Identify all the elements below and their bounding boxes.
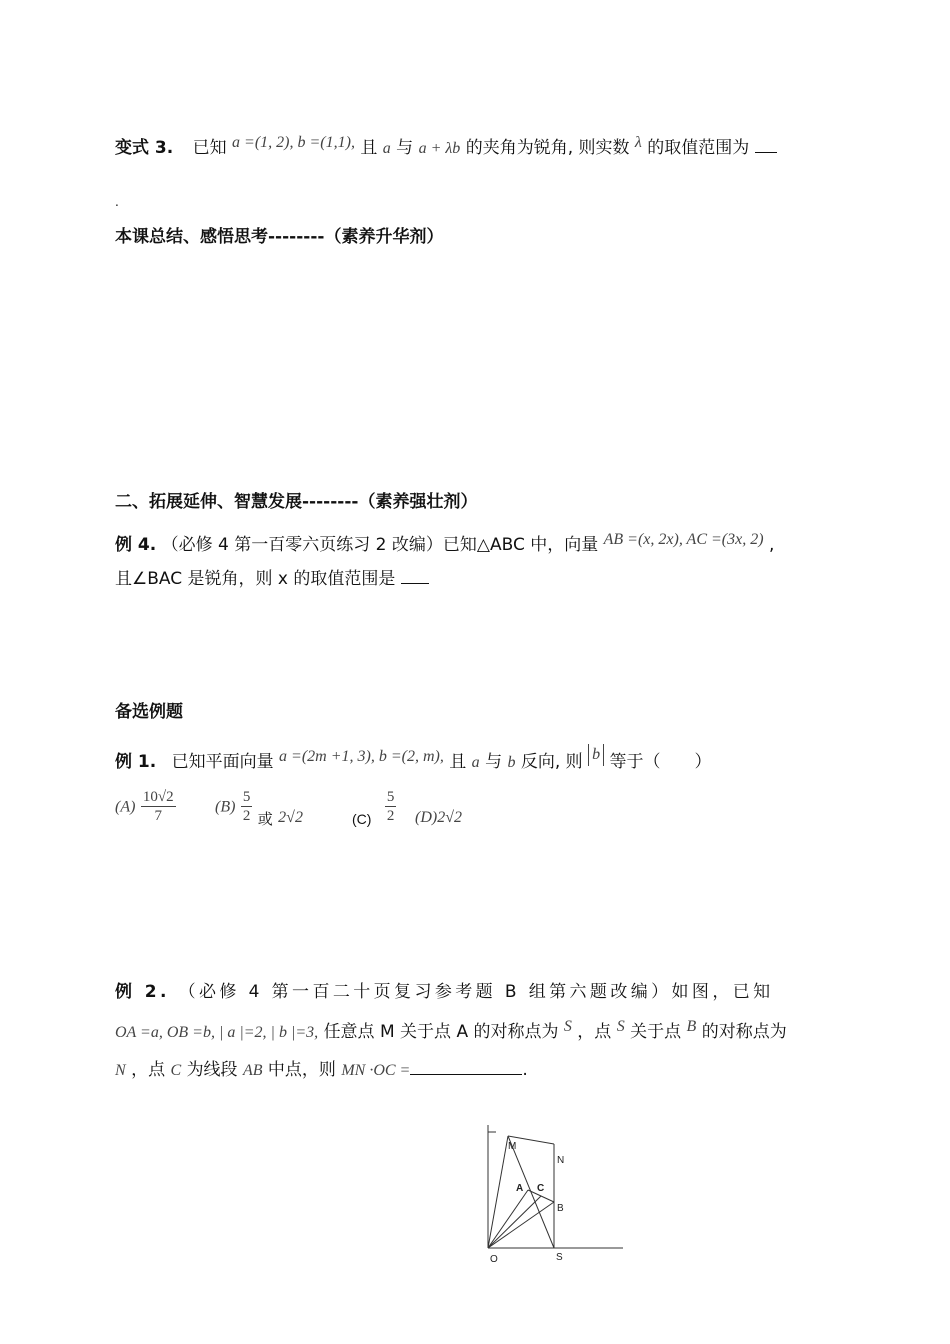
text: . <box>522 1060 528 1080</box>
math-vectors: a =(2m +1, 3), b =(2, m), <box>279 748 444 765</box>
variant-3-dot: . <box>115 195 119 209</box>
math-ab: AB <box>242 1062 263 1079</box>
option-c-label: (C) <box>352 810 372 827</box>
label-b: B <box>557 1203 564 1214</box>
text: 为线段 <box>186 1060 238 1080</box>
example-1-line <box>115 746 712 775</box>
geometry-figure <box>478 1120 638 1270</box>
text: 等于（ ） <box>609 752 712 772</box>
text: , <box>768 535 775 555</box>
text: 任意点 M 关于点 A 的对称点为 <box>323 1022 559 1042</box>
math: 2√2 <box>278 808 303 826</box>
example-4-label: 例 4. <box>115 535 157 555</box>
text: （必修 4 第一百二十页复习参考题 B 组第六题改编）如图，已知 <box>178 982 774 1002</box>
example-4-line-1 <box>115 533 774 558</box>
math-n: N <box>115 1062 126 1079</box>
numerator: 5 <box>386 789 395 805</box>
text: 与 <box>485 752 503 772</box>
text: ，点 <box>577 1022 612 1042</box>
text: （必修 4 第一百零六页练习 2 改编）已知△ABC 中，向量 <box>161 535 599 555</box>
example-2-line-3 <box>115 1058 528 1083</box>
option-b-fraction <box>241 788 253 825</box>
math-b: B <box>686 1018 697 1035</box>
text: ，点 <box>131 1060 166 1080</box>
math-a: a <box>471 754 480 771</box>
answer-blank[interactable] <box>410 1060 522 1075</box>
example-2-label: 例 2. <box>115 982 170 1002</box>
option-d[interactable]: (D)2√2 <box>415 809 462 826</box>
answer-blank[interactable] <box>755 138 777 153</box>
option-a[interactable] <box>115 788 176 825</box>
label-a: A <box>516 1183 524 1194</box>
text: 的取值范围为 <box>647 138 750 158</box>
math-dot-product: MN ·OC = <box>341 1062 411 1079</box>
answer-blank[interactable] <box>401 573 429 584</box>
summary-heading: 本课总结、感悟思考--------（素养升华剂） <box>115 227 444 247</box>
denominator: 2 <box>386 808 395 824</box>
option-a-label: (A) <box>115 798 136 816</box>
math-c: C <box>170 1062 182 1079</box>
option-c-fraction <box>385 788 397 825</box>
denominator: 7 <box>154 808 162 824</box>
text: 已知平面向量 <box>171 752 274 772</box>
text: 已知 <box>192 138 227 158</box>
math-expr: a + λb <box>418 140 461 157</box>
label-o: O <box>490 1254 498 1265</box>
math-s: S <box>563 1018 572 1035</box>
backup-heading: 备选例题 <box>115 702 183 722</box>
text: 且 <box>360 138 378 158</box>
label-c: C <box>537 1183 545 1194</box>
math-lambda: λ <box>634 134 642 151</box>
example-2-line-2 <box>115 1020 787 1045</box>
label-m: M <box>508 1141 517 1152</box>
text: 且∠BAC 是锐角，则 x 的取值范围是 <box>115 569 396 589</box>
math-b: b <box>507 754 516 771</box>
math-abs-b: b <box>588 744 604 766</box>
option-b-label: (B) <box>215 798 236 816</box>
numerator: 10√2 <box>142 789 174 805</box>
segment-oa <box>488 1190 528 1248</box>
math-vectors: a =(1, 2), b =(1,1), <box>232 134 355 151</box>
math-s: S <box>616 1018 625 1035</box>
label-n: N <box>557 1155 565 1166</box>
example-4-line-2 <box>115 567 429 591</box>
text: 的夹角为锐角, 则实数 <box>465 138 630 158</box>
label-s: S <box>556 1252 563 1263</box>
segment-ms <box>508 1136 554 1248</box>
math-given: OA =a, OB =b, | a |=2, | b |=3, <box>115 1024 319 1041</box>
text: 反向, 则 <box>520 752 583 772</box>
example-2-line-1 <box>115 980 774 1004</box>
numerator: 5 <box>242 789 251 805</box>
option-c[interactable] <box>352 788 396 825</box>
option-b[interactable] <box>215 788 303 828</box>
text: 的对称点为 <box>701 1022 787 1042</box>
text: 且 <box>449 752 467 772</box>
text: 与 <box>396 138 414 158</box>
variant-3-label: 变式 3. <box>115 138 174 158</box>
text: 或 <box>257 809 273 828</box>
section-2-heading: 二、拓展延伸、智慧发展--------（素养强壮剂） <box>115 492 478 512</box>
math-vectors: AB =(x, 2x), AC =(3x, 2) <box>603 531 764 548</box>
variant-3-line <box>115 136 777 161</box>
denominator: 2 <box>242 808 251 824</box>
option-a-fraction <box>141 788 176 825</box>
text: 中点，则 <box>267 1060 336 1080</box>
math-a: a <box>382 140 391 157</box>
example-1-label: 例 1. <box>115 752 157 772</box>
text: 关于点 <box>630 1022 682 1042</box>
